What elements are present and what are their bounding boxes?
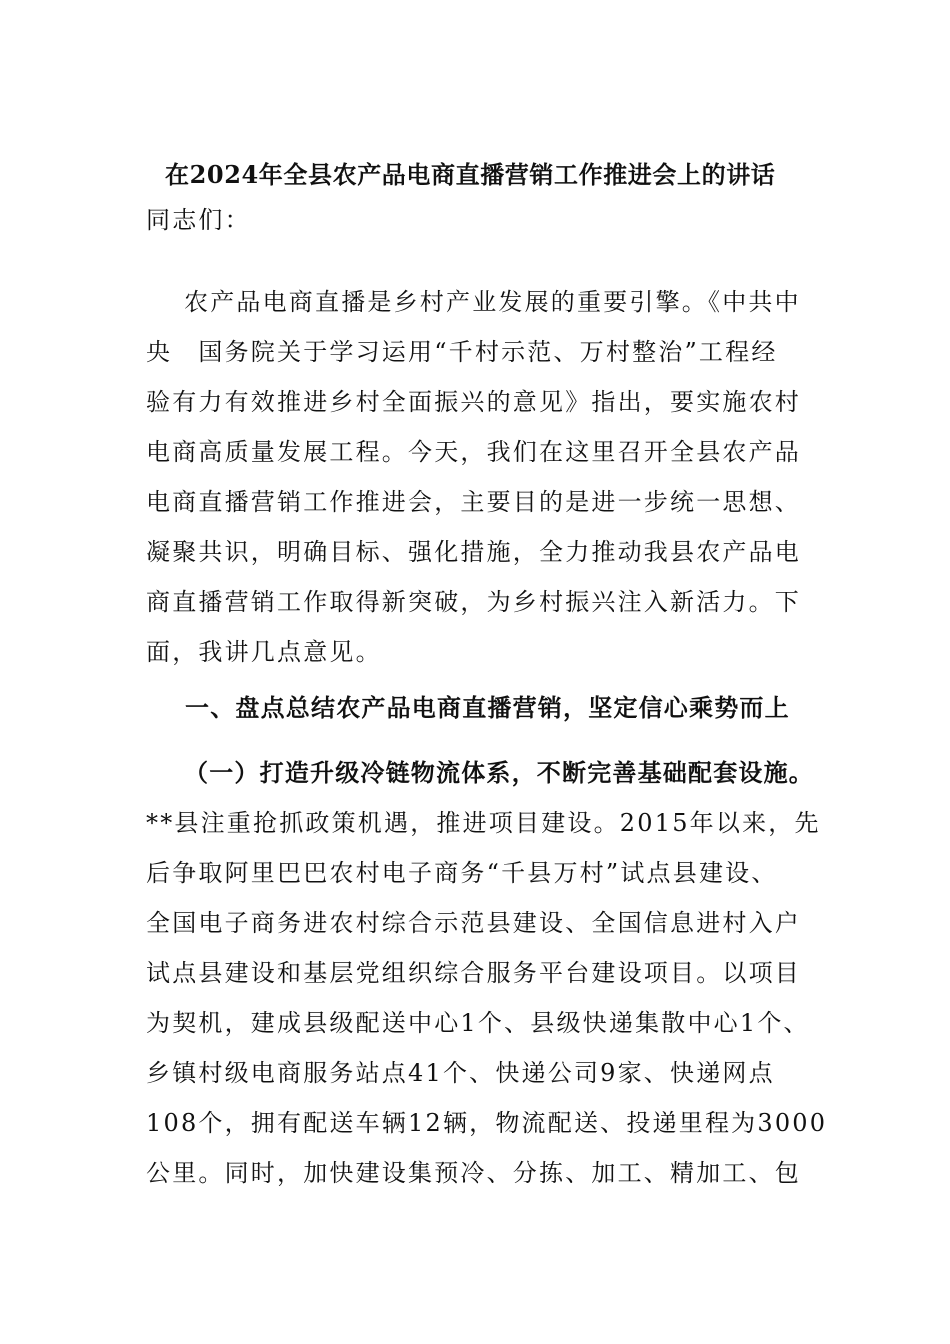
intro-line: 验有力有效推进乡村全面振兴的意见》指出，要实施农村 xyxy=(146,388,801,416)
body-line: 全国电子商务进农村综合示范县建设、全国信息进村入户 xyxy=(146,909,801,937)
subsection-heading: （一）打造升级冷链物流体系，不断完善基础配套设施。 xyxy=(184,758,814,787)
body-line: 后争取阿里巴巴农村电子商务“千县万村”试点县建设、 xyxy=(146,859,778,887)
body-line: 试点县建设和基层党组织综合服务平台建设项目。以项目 xyxy=(146,959,801,987)
document-title: 在2024年全县农产品电商直播营销工作推进会上的讲话 xyxy=(165,160,776,189)
intro-line: 商直播营销工作取得新突破，为乡村振兴注入新活力。下 xyxy=(146,588,801,616)
body-line: **县注重抢抓政策机遇，推进项目建设。2015年以来，先 xyxy=(146,809,821,837)
body-line: 为契机，建成县级配送中心1个、县级快递集散中心1个、 xyxy=(146,1009,810,1037)
section-heading: 一、盘点总结农产品电商直播营销，坚定信心乘势而上 xyxy=(185,693,790,722)
intro-line: 面，我讲几点意见。 xyxy=(146,638,382,666)
intro-line: 凝聚共识，明确目标、强化措施，全力推动我县农产品电 xyxy=(146,538,801,566)
intro-line: 农产品电商直播是乡村产业发展的重要引擎。《中共中 xyxy=(184,288,801,316)
salutation: 同志们： xyxy=(146,206,251,234)
intro-line: 电商直播营销工作推进会，主要目的是进一步统一思想、 xyxy=(146,488,801,516)
body-line: 乡镇村级电商服务站点41个、快递公司9家、快递网点 xyxy=(146,1059,775,1087)
body-line: 108个，拥有配送车辆12辆，物流配送、投递里程为3000 xyxy=(146,1109,828,1137)
intro-line: 央 国务院关于学习运用“千村示范、万村整治”工程经 xyxy=(146,338,778,366)
body-line: 公里。同时，加快建设集预冷、分拣、加工、精加工、包 xyxy=(146,1159,801,1187)
intro-line: 电商高质量发展工程。今天，我们在这里召开全县农产品 xyxy=(146,438,801,466)
